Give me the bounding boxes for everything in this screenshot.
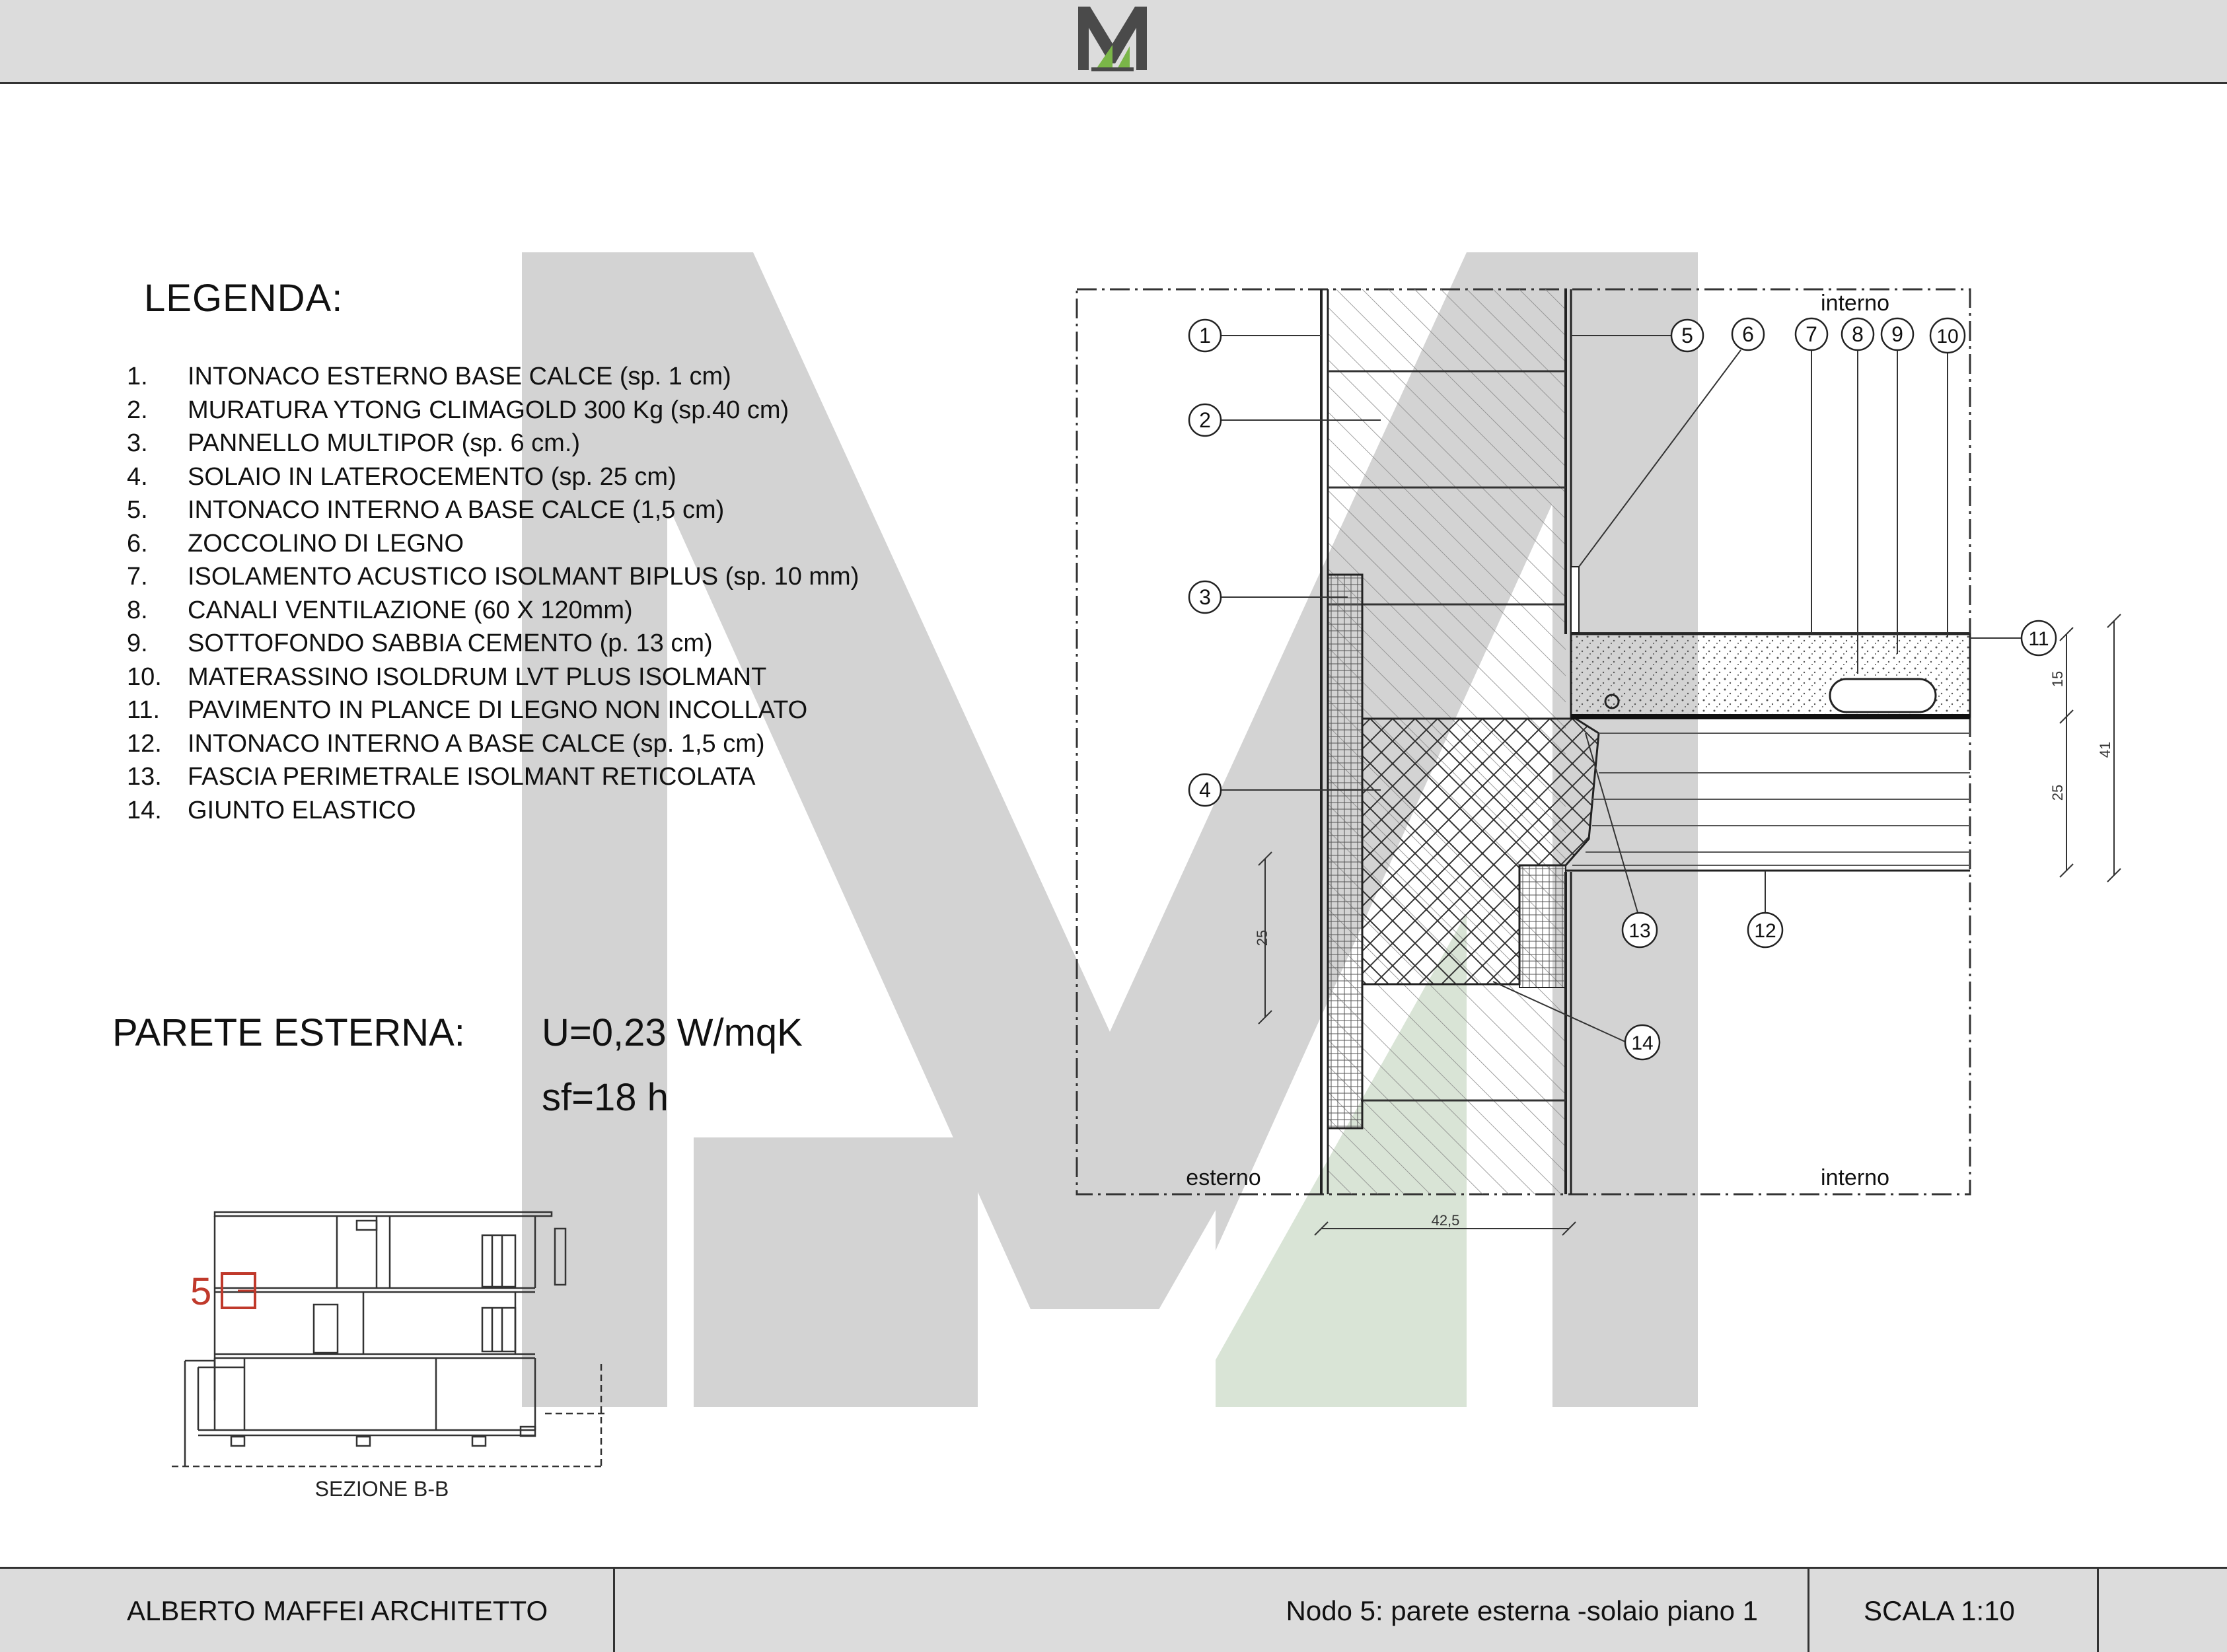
legend-item-number: 3.: [127, 429, 148, 457]
logo-mark: [1076, 4, 1150, 75]
section-thumbnail: [159, 1202, 621, 1506]
legend-item: [127, 360, 859, 394]
multipor-panel: [1328, 575, 1362, 1128]
legend-item-number: 5.: [127, 496, 148, 524]
empty-cell: [2097, 1569, 2227, 1652]
legend-item-number: 8.: [127, 596, 148, 624]
callout-9-label: 9: [1891, 322, 1903, 346]
legend-item-number: 7.: [127, 563, 148, 591]
legend-item: [127, 560, 859, 594]
legend-item-text: FASCIA PERIMETRALE ISOLMANT RETICOLATA: [188, 763, 756, 791]
legend-item-number: 10.: [127, 663, 162, 691]
drawing-title: Nodo 5: parete esterna -solaio piano 1: [1286, 1595, 1758, 1626]
callout-13-label: 13: [1628, 920, 1651, 942]
legend-item: [127, 727, 859, 761]
callout-4-label: 4: [1199, 778, 1211, 802]
legend-item-number: 12.: [127, 729, 162, 758]
legend-item: [127, 427, 859, 460]
callout-14-label: 14: [1631, 1032, 1654, 1054]
legend-item-number: 6.: [127, 529, 148, 557]
callout-6-label: 6: [1742, 322, 1754, 346]
skirting-board: [1571, 567, 1579, 633]
zone-label-interno-top: interno: [1821, 291, 1889, 316]
callout-11-label: 11: [2028, 628, 2049, 650]
dim-wall-width: 42,5: [1431, 1212, 1460, 1229]
construction-detail: [1070, 277, 2140, 1248]
zone-label-interno-bottom: interno: [1821, 1165, 1889, 1190]
legend-item-number: 13.: [127, 763, 162, 791]
legend-item-text: SOLAIO IN LATEROCEMENTO (sp. 25 cm): [188, 462, 676, 491]
author-name: ALBERTO MAFFEI ARCHITETTO: [127, 1595, 548, 1626]
legend-item: [127, 694, 859, 727]
drawing-scale: SCALA 1:10: [1864, 1595, 2015, 1626]
legend-item: [127, 460, 859, 494]
legend-item: [127, 493, 859, 527]
node-marker-number: 5: [190, 1270, 212, 1313]
legend-item-text: INTONACO INTERNO A BASE CALCE (1,5 cm): [188, 496, 725, 524]
legend-list: [127, 360, 859, 827]
u-value: U=0,23 W/mqK: [542, 1011, 803, 1054]
legend-item: [127, 661, 859, 694]
legend-item: [127, 527, 859, 561]
title-block: [0, 1567, 2227, 1652]
title-cell: [613, 1569, 1809, 1652]
dim-screed: 15: [2049, 670, 2066, 688]
section-caption: SEZIONE B-B: [314, 1477, 449, 1501]
callout-1-label: 1: [1199, 324, 1211, 347]
legend-item: [127, 594, 859, 628]
legend-item-number: 4.: [127, 462, 148, 491]
phase-shift-value: sf=18 h: [542, 1076, 669, 1119]
legend-item: [127, 760, 859, 794]
legend-item-number: 14.: [127, 796, 162, 824]
legend-item-text: INTONACO ESTERNO BASE CALCE (sp. 1 cm): [188, 363, 731, 390]
callout-10-label: 10: [1936, 326, 1959, 347]
legend-item-number: 2.: [127, 396, 148, 424]
legend-item-text: SOTTOFONDO SABBIA CEMENTO (p. 13 cm): [188, 629, 713, 657]
legend-item-text: GIUNTO ELASTICO: [188, 796, 416, 824]
legend-item-text: INTONACO INTERNO A BASE CALCE (sp. 1,5 cm): [188, 729, 765, 758]
legend-item-number: 1.: [127, 363, 148, 390]
callout-5-label: 5: [1681, 324, 1693, 347]
zone-label-esterno: esterno: [1186, 1165, 1261, 1190]
legend-item: [127, 627, 859, 661]
legend-item-text: CANALI VENTILAZIONE (60 X 120mm): [188, 596, 633, 624]
callout-8-label: 8: [1852, 322, 1864, 346]
legend-item-number: 11.: [127, 696, 161, 724]
dim-slab-left: 25: [1254, 929, 1270, 947]
dim-total: 41: [2097, 741, 2113, 758]
legend-title: LEGENDA:: [144, 277, 344, 320]
callout-2-label: 2: [1199, 408, 1211, 432]
wall-type-label: PARETE ESTERNA:: [112, 1011, 465, 1054]
callout-7-label: 7: [1806, 322, 1817, 346]
legend-item-text: ISOLAMENTO ACUSTICO ISOLMANT BIPLUS (sp. 10 mm): [188, 563, 859, 591]
callout-3-label: 3: [1199, 585, 1211, 609]
legend-item-number: 9.: [127, 629, 148, 657]
header-bar: [0, 0, 2227, 84]
legend-item-text: MATERASSINO ISOLDRUM LVT PLUS ISOLMANT: [188, 663, 767, 691]
legend-item-text: ZOCCOLINO DI LEGNO: [188, 529, 464, 557]
legend-item-text: PANNELLO MULTIPOR (sp. 6 cm.): [188, 429, 581, 457]
legend-item-text: MURATURA YTONG CLIMAGOLD 300 Kg (sp.40 cm): [188, 396, 789, 424]
scale-cell: [1807, 1569, 2099, 1652]
legend-item: [127, 794, 859, 828]
legend-item-text: PAVIMENTO IN PLANCE DI LEGNO NON INCOLLATO: [188, 696, 808, 724]
ventilation-channel: [1830, 679, 1936, 712]
legend-item: [127, 394, 859, 427]
callout-12-label: 12: [1754, 920, 1776, 942]
dim-slab-right: 25: [2049, 784, 2066, 801]
